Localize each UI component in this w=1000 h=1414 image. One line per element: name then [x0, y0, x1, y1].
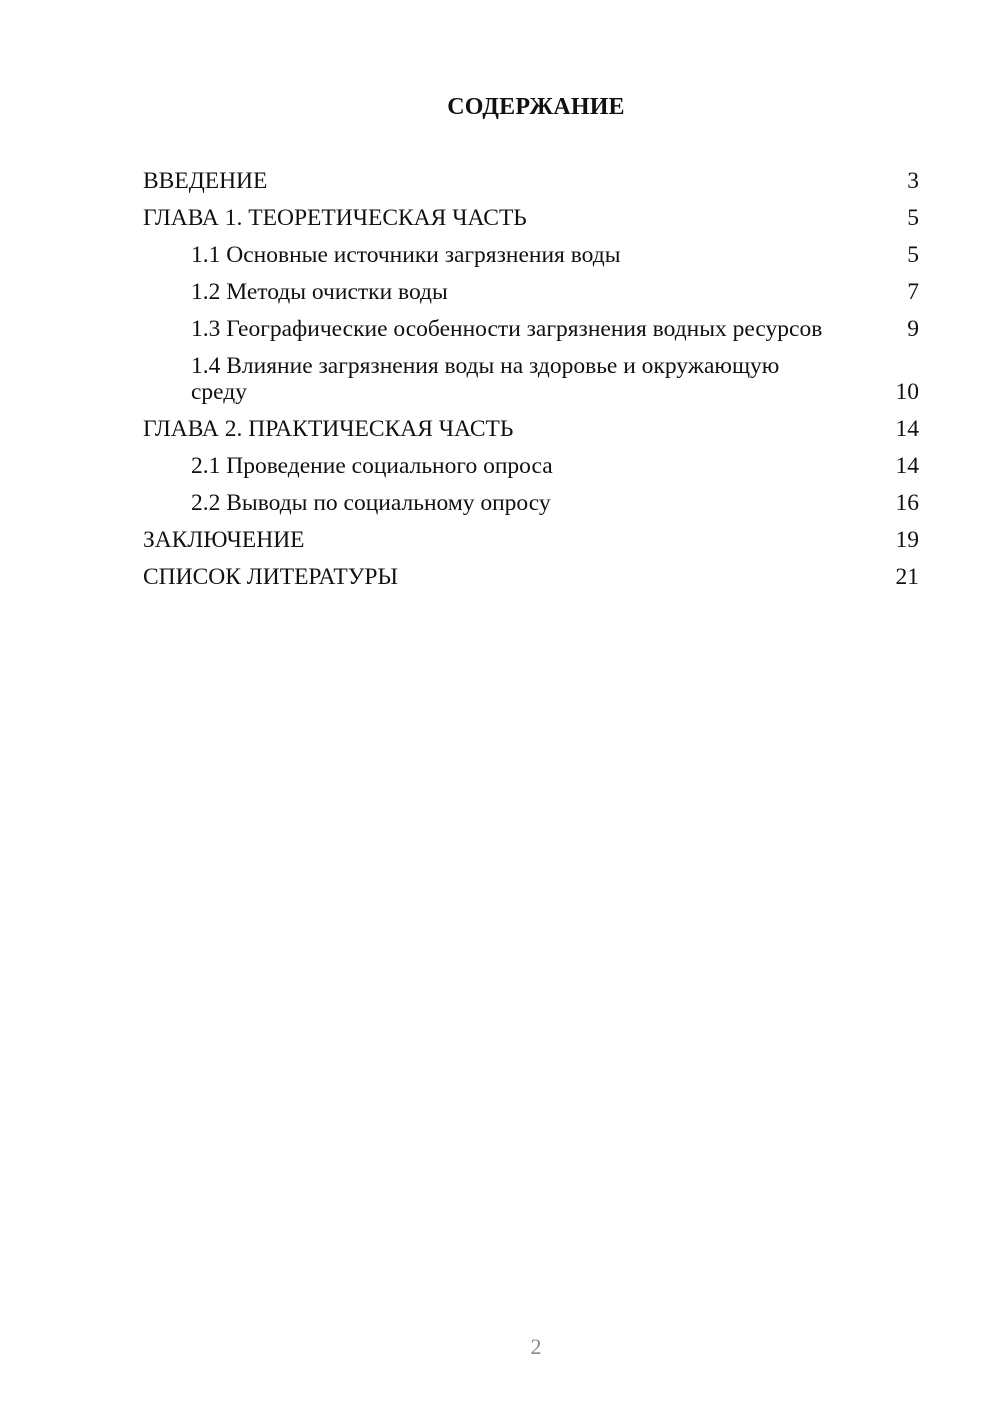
- toc-entry-section-1-2[interactable]: [143, 279, 919, 305]
- toc-entry-text: ВВЕДЕНИЕ: [143, 168, 268, 194]
- toc-entry-text: 1.1 Основные источники загрязнения воды: [191, 242, 621, 268]
- toc-entry-section-2-2[interactable]: [143, 490, 919, 516]
- toc-entry-page: 9: [907, 316, 919, 342]
- toc-entry-introduction[interactable]: [143, 168, 919, 194]
- toc-title: СОДЕРЖАНИЕ: [447, 94, 625, 120]
- toc-entry-text: ГЛАВА 2. ПРАКТИЧЕСКАЯ ЧАСТЬ: [143, 416, 514, 442]
- toc-entry-chapter-2[interactable]: [143, 416, 919, 442]
- toc-entry-text: ЗАКЛЮЧЕНИЕ: [143, 527, 305, 553]
- toc-entry-section-1-1[interactable]: [143, 242, 919, 268]
- toc-entry-chapter-1[interactable]: [143, 205, 919, 231]
- toc-entry-page: 21: [895, 564, 919, 590]
- toc-entry-text: 1.4 Влияние загрязнения воды на здоровье и окружающую среду: [191, 353, 780, 405]
- toc-entry-text: 2.2 Выводы по социальному опросу: [191, 490, 551, 516]
- toc-entry-section-1-4[interactable]: [143, 353, 919, 405]
- toc-entry-text: 1.3 Географические особенности загрязнения водных ресурсов: [191, 316, 823, 342]
- toc-entry-page: 14: [895, 453, 919, 479]
- page-number: 2: [530, 1334, 542, 1359]
- toc-entry-page: 3: [907, 168, 919, 194]
- table-of-contents: [143, 168, 919, 601]
- toc-entry-page: 14: [895, 416, 919, 442]
- toc-entry-page: 19: [895, 527, 919, 553]
- toc-entry-text: 1.2 Методы очистки воды: [191, 279, 448, 305]
- toc-entry-references[interactable]: [143, 564, 919, 590]
- toc-entry-section-2-1[interactable]: [143, 453, 919, 479]
- toc-entry-page: 16: [895, 490, 919, 516]
- toc-entry-page: 5: [907, 242, 919, 268]
- toc-entry-conclusion[interactable]: [143, 527, 919, 553]
- toc-entry-text: СПИСОК ЛИТЕРАТУРЫ: [143, 564, 398, 590]
- toc-entry-page: 7: [907, 279, 919, 305]
- toc-entry-section-1-3[interactable]: [143, 316, 919, 342]
- toc-entry-page: 5: [907, 205, 919, 231]
- toc-entry-text: 2.1 Проведение социального опроса: [191, 453, 553, 479]
- toc-entry-page: 10: [895, 379, 919, 405]
- toc-entry-text: ГЛАВА 1. ТЕОРЕТИЧЕСКАЯ ЧАСТЬ: [143, 205, 527, 231]
